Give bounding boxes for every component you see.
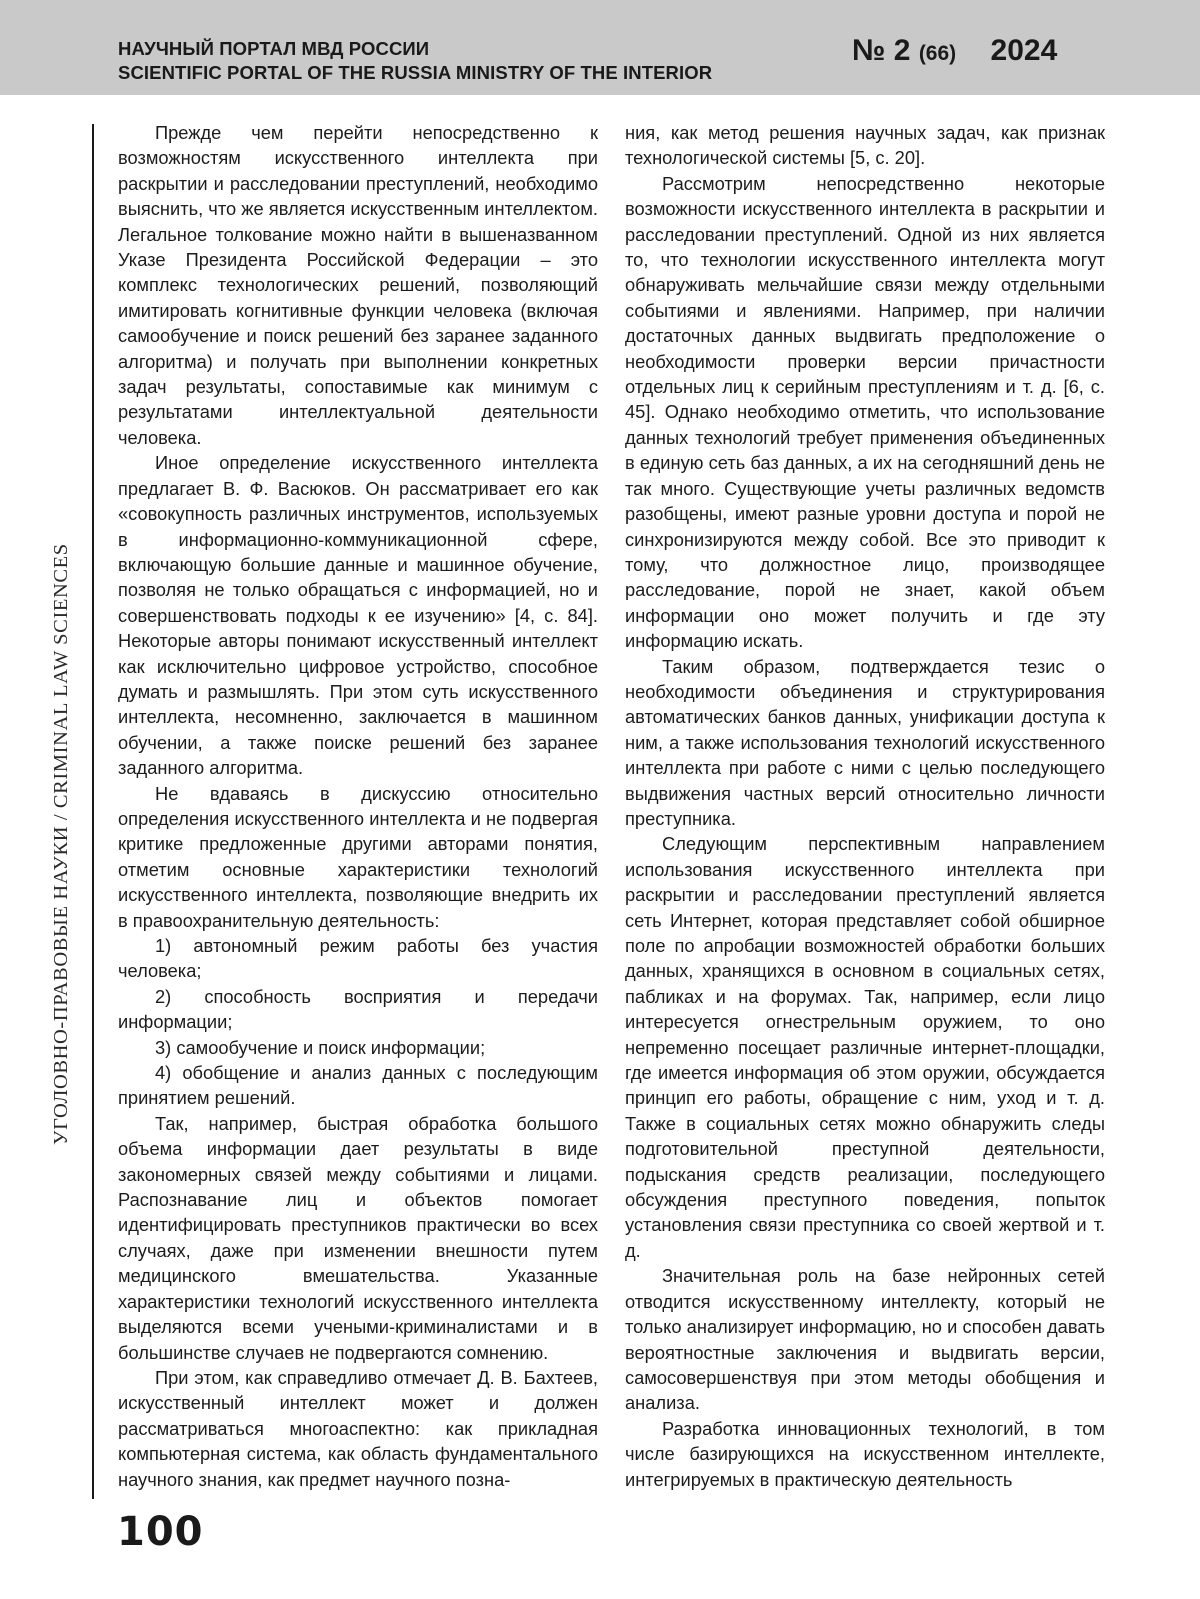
list-item: 4) обобщение и анализ данных с последующим принятием решений.: [118, 1062, 598, 1109]
right-column: [625, 120, 1105, 1492]
paragraph: При этом, как справедливо отмечает Д. В. Бахтеев, искусственный интеллект может и должен рассматриваться многоаспектно: как прикладная компьютерная система, как область фундаментального научного знания, как предмет научного позна-: [118, 1366, 598, 1490]
journal-title-ru: НАУЧНЫЙ ПОРТАЛ МВД РОССИИ: [118, 38, 430, 59]
paragraph: Прежде чем перейти непосредственно к возможностям искусственного интеллекта при раскрытии и расследовании преступлений, необходимо выяснить, что же является искусственным интеллектом. Легальное толкование можно найти в вышеназванном Указе Президента Российской Федерации – это комплекс технологических решений, позволяющий имитировать когнитивные функции человека (включая самообучение и поиск решений без заранее заданного алгоритма) и получать при выполнении конкретных задач результаты, сопоставимые как минимум с результатами интеллектуальной деятельности человека.: [118, 122, 598, 448]
issue-total: (66): [918, 42, 957, 65]
journal-title-en: SCIENTIFIC PORTAL OF THE RUSSIA MINISTRY OF THE INTERIOR: [118, 62, 713, 83]
issue-number: № 2: [852, 34, 911, 67]
left-column: [118, 120, 598, 1492]
page-number: 100: [117, 1509, 204, 1555]
paragraph: Рассмотрим непосредственно некоторые возможности искусственного интеллекта в раскрытии и расследовании преступлений. Одной из них является то, что технологии искусственного интеллекта могут обнаруживать мельчайшие связи между отдельными событиями и явлениями. Например, при наличии достаточных данных выдвигать предположение о необходимости проверки версии причастности отдельных лиц к серийным преступлениям и т. д. [6, с. 45]. Однако необходимо отметить, что использование данных технологий требует применения объединенных в единую сеть баз данных, а их на сегодняшний день не так много. Существующие учеты различных ведомств разобщены, имеют разные уровни доступа и порой не синхронизируются между собой. Все это приводит к тому, что должностное лицо, производящее расследование, порой не знает, какой объем информации оно может получить и где эту информацию искать.: [625, 172, 1105, 652]
list-item: 3) самообучение и поиск информации;: [155, 1036, 486, 1058]
paragraph: Разработка инновационных технологий, в том числе базирующихся на искусственном интеллекте, интегрируемых в практическую деятельность: [625, 1417, 1105, 1490]
issue-info: [852, 33, 1057, 72]
journal-title: [118, 37, 712, 85]
section-title: УГОЛОВНО-ПРАВОВЫЕ НАУКИ / CRIMINAL LAW SCIENCES: [50, 543, 72, 1145]
paragraph: Иное определение искусственного интеллекта предлагает В. Ф. Васюков. Он рассматривает его как «совокупность различных инструментов, используемых в информационно-коммуникационной сфере, включающую большие данные и машинное обучение, позволяя не только обращаться с информацией, но и совершенствовать подходы к ее изучению» [4, с. 84]. Некоторые авторы понимают искусственный интеллект как исключительно цифровое устройство, способное думать и размышлять. При этом суть искусственного интеллекта, несомненно, заключается в машинном обучении, а также поиске решений без заранее заданного алгоритма.: [118, 452, 598, 779]
list-item: 1) автономный режим работы без участия человека;: [118, 935, 598, 982]
paragraph: Таким образом, подтверждается тезис о необходимости объединения и структурирования автоматических банков данных, унификации доступа к ним, а также использования технологий искусственного интеллекта при работе с ними с целью последующего выдвижения частных версий относительно личности преступника.: [625, 655, 1105, 829]
list-item: 2) способность восприятия и передачи информации;: [118, 985, 598, 1033]
paragraph: Так, например, быстрая обработка большого объема информации дает результаты в виде закономерных связей между событиями и лицами. Распознавание лиц и объектов помогает идентифицировать преступников практически во всех случаях, даже при изменении внешности путем медицинского вмешательства. Указанные характеристики технологий искусственного интеллекта выделяются всеми учеными-криминалистами и в большинстве случаев не подвергаются сомнению.: [118, 1112, 598, 1363]
issue-year: 2024: [990, 34, 1058, 67]
paragraph: Не вдаваясь в дискуссию относительно определения искусственного интеллекта и не подвергая критике предложенные другими авторами понятия, отметим основные характеристики технологий искусственного интеллекта, позволяющие внедрить их в правоохранительную деятельность:: [118, 782, 598, 931]
paragraph: Значительная роль на базе нейронных сетей отводится искусственному интеллекту, который не только анализирует информацию, но и способен давать вероятностные заключения и выдвигать версии, самосовершенствуя при этом методы обобщения и анализа.: [625, 1265, 1105, 1414]
margin-rule: [92, 124, 94, 1499]
paragraph-continuation: ния, как метод решения научных задач, как признак технологической системы [5, с. 20].: [625, 122, 1105, 169]
journal-header: [0, 0, 1200, 95]
paragraph: Следующим перспективным направлением использования искусственного интеллекта при раскрытии и расследовании преступлений является сеть Интернет, которая представляет собой обширное поле по апробации возможностей обработки больших данных, хранящихся в основном в социальных сетях, пабликах и на форумах. Так, например, если лицо интересуется огнестрельным оружием, то оно непременно посещает различные интернет-площадки, где имеется информация об этом оружии, обсуждается принцип его работы, обращение с ним, уход и т. д. Также в социальных сетях можно обнаружить следы подготовительной преступной деятельности, подыскания средств реализации, последующего обсуждения преступного поведения, попыток установления связи преступника со своей жертвой и т. д.: [625, 833, 1105, 1261]
